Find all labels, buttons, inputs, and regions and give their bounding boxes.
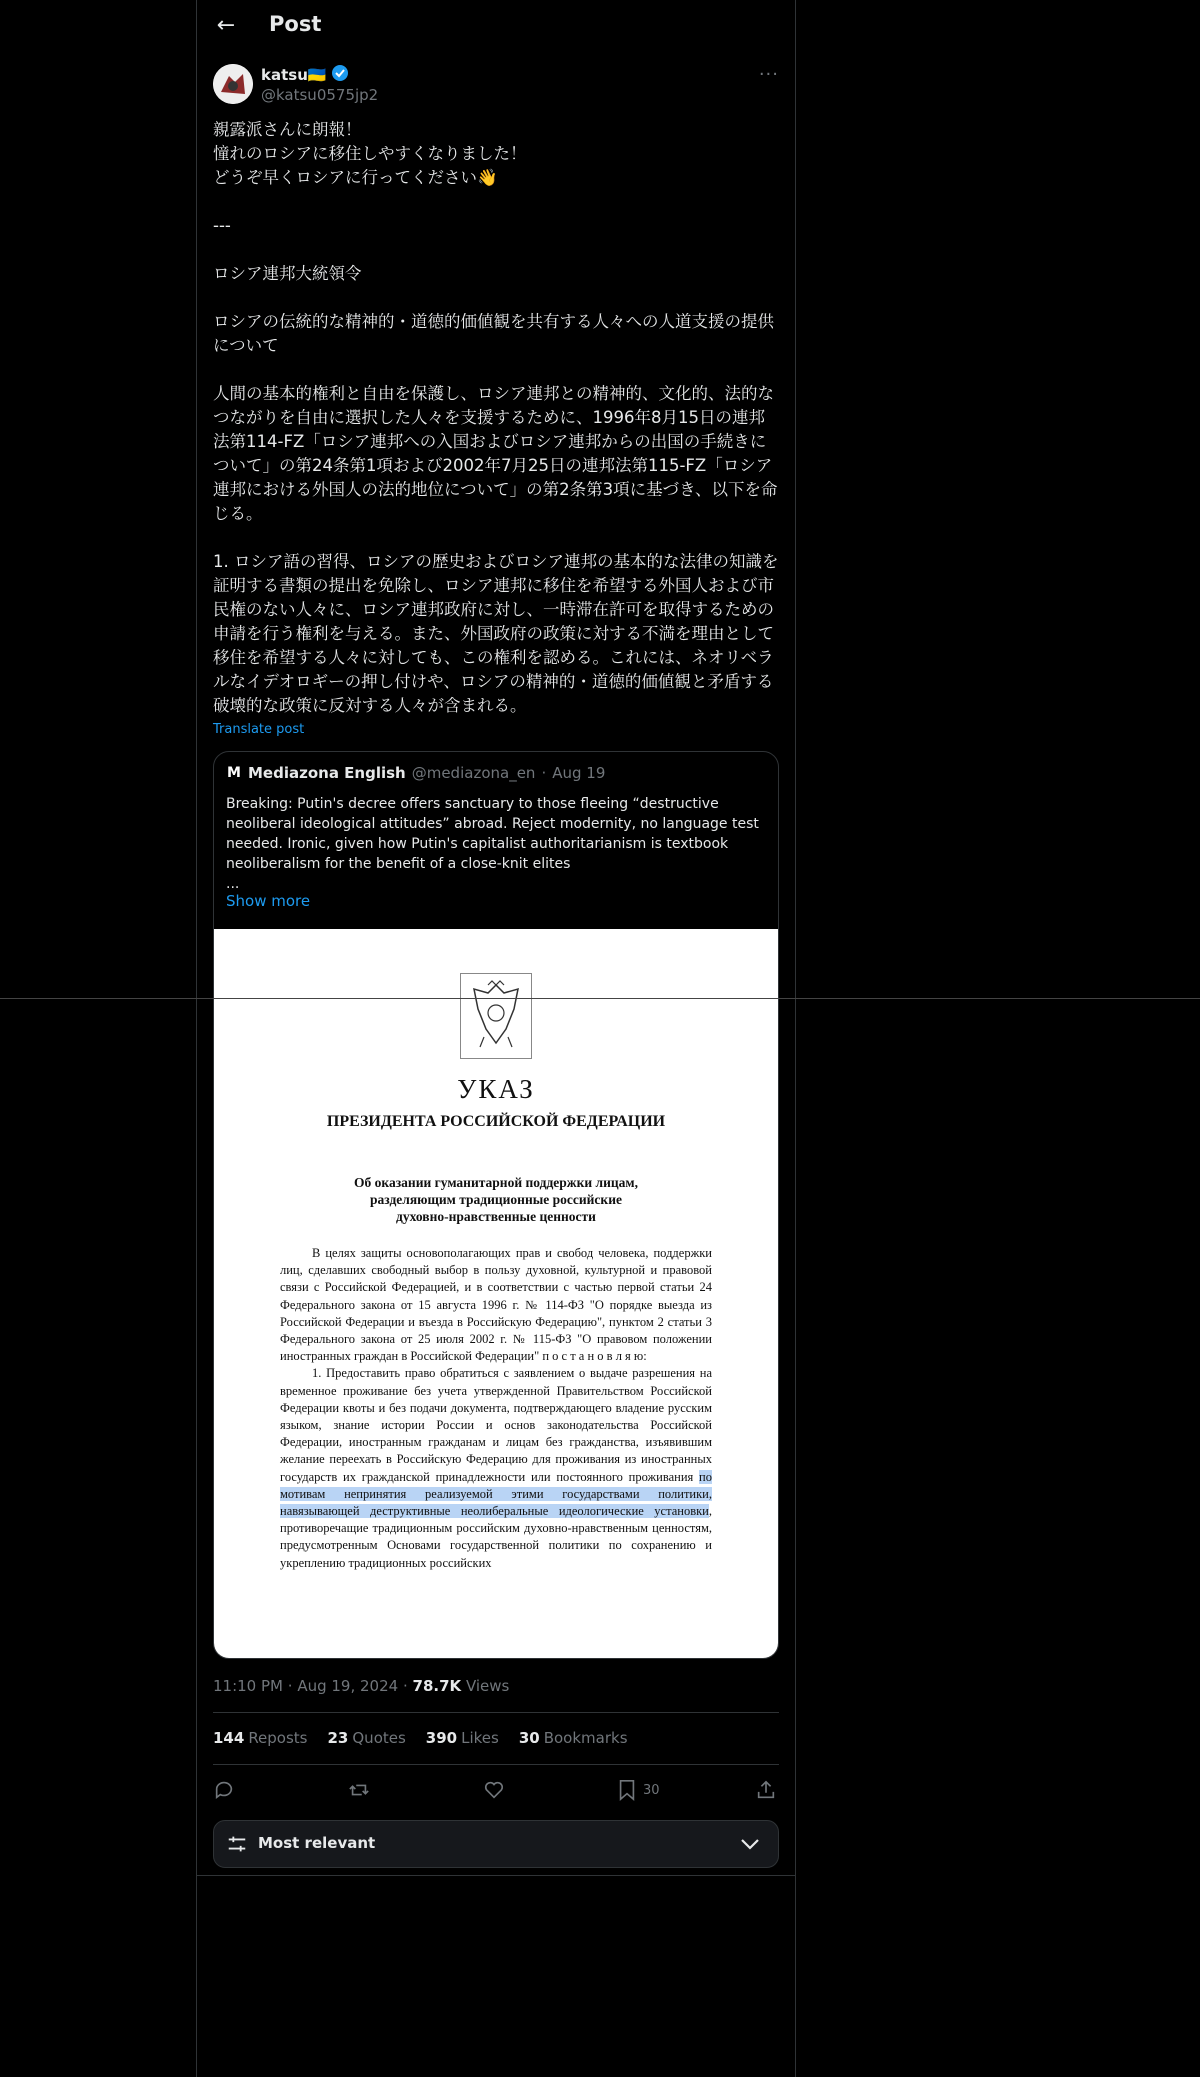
mediazona-logo-icon: M xyxy=(227,765,241,781)
likes-count: 390 xyxy=(425,1729,458,1747)
like-button[interactable] xyxy=(483,1778,505,1802)
verified-badge-icon xyxy=(331,64,349,86)
views-label: Views xyxy=(465,1677,510,1695)
post-text: 親露派さんに朗報！ 憧れのロシアに移住しやすくなりました！ どうぞ早くロシアに行ってください👋 --- ロシア連邦大統領令 ロシアの伝統的な精神的・道徳的価値観を共有する人々への人道支援の提供について 人間の基本的権利と自由を保護し、ロシア連邦との精神的、文化的、法的なつながりを自由に選択した人々を支援するために、1996年8月15日の連邦法第114-FZ「ロシア連邦への入国およびロシア連邦からの出国の手続きについて」の第24条第1項および2002年7月25日の連邦法第115-FZ「ロシア連邦における外国人の法的地位について」の第2条第3項に基づき、以下を命じる。 1. ロシア語の習得、ロシアの歴史およびロシア連邦の基本的な法律の知識を証明する書類の提出を免除し、ロシア連邦に移住を希望する外国人および市民権のない人々に、ロシア連邦政府に対し、一時滞在許可を取得するための申請を行う権利を与える。また、外国政府の政策に対する不満を理由として移住を希望する人々に対しても、この権利を認める。これには、ネオリベラルなイデオロギーの押し付けや、ロシアの精神的・道徳的価値観と矛盾する破壊的な政策に反対する人々が含まれる。 xyxy=(213,120,779,715)
meta-dot-2: · xyxy=(402,1677,408,1695)
document-title: УКАЗ xyxy=(457,1074,535,1104)
quotes-label: Quotes xyxy=(352,1729,406,1747)
meta-dot: · xyxy=(287,1677,293,1695)
back-arrow-icon[interactable]: ← xyxy=(216,13,236,38)
document-highlighted-text: по мотивам непринятия реализуемой этими государствами политики, навязывающей деструктивные неолиберальные идеологические установки xyxy=(280,1469,712,1519)
share-icon xyxy=(755,1779,777,1801)
document-paragraph-1: В целях защиты основополагающих прав и свобод человека, поддержки лиц, сделавших свободный выбор в пользу духовной, культурной и правовой связи с Российской Федерацией, и в соответствии с частью первой статьи 24 Федерального закона от 15 августа 1996 г. № 114-ФЗ "О порядке выезда из Российской Федерации и въезда в Российскую Федерацию", пунктом 2 статьи 3 Федерального закона от 25 июля 2002 г. № 115-ФЗ "О правовом положении иностранных граждан в Российской Федерации" п о с т а н о в л я ю: xyxy=(280,1246,712,1364)
bookmarks-label: Bookmarks xyxy=(543,1729,628,1747)
screenshot-seam-line xyxy=(0,998,1200,999)
more-options-icon[interactable]: ··· xyxy=(758,64,779,85)
show-more-link[interactable]: Show more xyxy=(226,892,311,910)
share-button[interactable] xyxy=(755,1778,777,1802)
author-name-text[interactable]: katsu🇺🇦 xyxy=(261,66,327,84)
quotes-stat[interactable] xyxy=(328,1729,406,1747)
document-body xyxy=(280,1245,712,1572)
author-name[interactable] xyxy=(261,64,349,86)
quoted-text: Breaking: Putin's decree offers sanctuary to those fleeing “destructive neoliberal ideological attitudes” abroad. Reject modernity, no language test needed. Ironic, given how Putin's capitalist authoritarianism is textbook neoliberalism for the benefit of a close-knit elites ... xyxy=(226,796,759,892)
reposts-count: 144 xyxy=(213,1729,245,1747)
quoted-post[interactable] xyxy=(213,751,779,1659)
bookmark-count: 30 xyxy=(643,1782,660,1798)
heart-icon xyxy=(483,1779,505,1801)
bookmark-icon xyxy=(617,1779,637,1801)
divider-2 xyxy=(213,1764,779,1765)
likes-label: Likes xyxy=(461,1729,499,1747)
reposts-label: Reposts xyxy=(248,1729,308,1747)
top-bar xyxy=(197,0,795,53)
bookmarks-count: 30 xyxy=(518,1729,540,1747)
reply-button[interactable] xyxy=(213,1778,235,1802)
reposts-stat[interactable] xyxy=(213,1729,308,1747)
document-subtitle: ПРЕЗИДЕНТА РОССИЙСКОЙ ФЕДЕРАЦИИ xyxy=(326,1113,666,1130)
likes-stat[interactable] xyxy=(426,1729,499,1747)
bookmark-button[interactable] xyxy=(617,1778,660,1802)
divider xyxy=(213,1712,779,1713)
bookmarks-stat[interactable] xyxy=(519,1729,628,1747)
quoted-author-name[interactable]: Mediazona English xyxy=(248,764,406,782)
sliders-icon xyxy=(226,1833,248,1855)
sort-label: Most relevant xyxy=(258,1834,376,1852)
translate-post-link[interactable]: Translate post xyxy=(213,722,305,737)
reply-icon xyxy=(213,1779,235,1801)
action-bar xyxy=(213,1778,779,1802)
document-heading: Об оказании гуманитарной поддержки лицам, разделяющим традиционные российские духовно-нравственные ценности xyxy=(354,1175,638,1224)
engagement-stats xyxy=(213,1729,628,1747)
author-handle[interactable]: @katsu0575jp2 xyxy=(261,86,379,104)
attached-document-image[interactable] xyxy=(214,929,778,1658)
document-paragraph-2 xyxy=(280,1365,712,1571)
page-title: Post xyxy=(269,12,322,36)
divider-3 xyxy=(197,1875,795,1876)
separator-dot: · xyxy=(541,764,547,782)
quoted-date[interactable]: Aug 19 xyxy=(552,764,606,782)
repost-icon xyxy=(347,1779,371,1801)
post-date[interactable]: Aug 19, 2024 xyxy=(297,1677,399,1695)
post-meta xyxy=(213,1677,509,1695)
chevron-down-icon xyxy=(740,1835,760,1853)
quoted-author-handle[interactable]: @mediazona_en xyxy=(411,764,536,782)
quoted-post-header xyxy=(226,764,605,782)
views-count: 78.7K xyxy=(412,1677,462,1695)
avatar[interactable] xyxy=(213,64,253,104)
sort-replies-dropdown[interactable] xyxy=(213,1820,779,1868)
coat-of-arms-icon xyxy=(460,973,532,1059)
document-paragraph-2-end: , противоречащие традиционным российским духовно-нравственным ценностям, предусмотренным Основами государственной политики по сохранению и укреплению традиционных российских xyxy=(280,1504,712,1570)
post-time[interactable]: 11:10 PM xyxy=(213,1677,283,1695)
repost-button[interactable] xyxy=(347,1778,371,1802)
main-column xyxy=(196,0,796,2077)
document-paragraph-2-start: 1. Предоставить право обратиться с заявлением о выдаче разрешения на временное проживание без учета утвержденной Правительством Российской Федерации квоты и без подачи документа, подтверждающего владение русским языком, знание истории России и основ законодательства Российской Федерации, иностранным гражданам и лицам без гражданства, изъявившим желание переехать в Российскую Федерацию для проживания из иностранных государств их гражданской принадлежности или постоянного проживания xyxy=(280,1366,712,1484)
quotes-count: 23 xyxy=(327,1729,349,1747)
